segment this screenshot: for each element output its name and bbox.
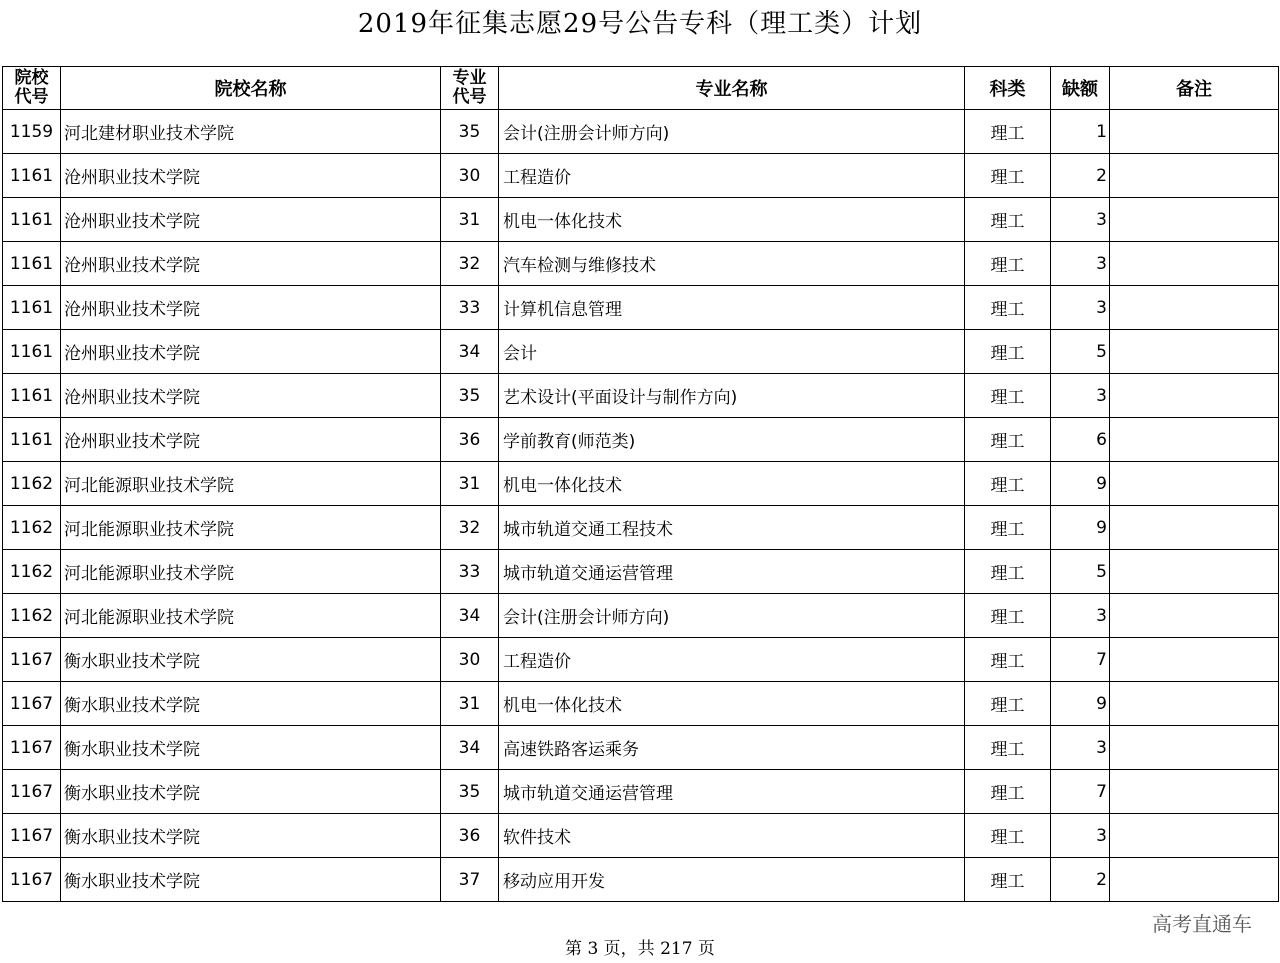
cell-major-code: 32 xyxy=(441,506,499,550)
table-row xyxy=(3,770,1279,814)
cell-remarks xyxy=(1110,110,1279,154)
cell-major-name: 移动应用开发 xyxy=(499,858,965,902)
cell-quota: 6 xyxy=(1051,418,1110,462)
cell-major-name: 会计(注册会计师方向) xyxy=(499,594,965,638)
header-major-code xyxy=(441,67,499,110)
cell-major-code: 34 xyxy=(441,330,499,374)
cell-school-name: 衡水职业技术学院 xyxy=(61,814,441,858)
cell-school-name: 河北能源职业技术学院 xyxy=(61,506,441,550)
cell-quota: 5 xyxy=(1051,330,1110,374)
cell-major-code: 30 xyxy=(441,638,499,682)
cell-school-code: 1162 xyxy=(3,506,61,550)
cell-major-name: 学前教育(师范类) xyxy=(499,418,965,462)
cell-school-name: 衡水职业技术学院 xyxy=(61,638,441,682)
cell-quota: 3 xyxy=(1051,242,1110,286)
cell-quota: 3 xyxy=(1051,198,1110,242)
table-row xyxy=(3,858,1279,902)
table-row xyxy=(3,198,1279,242)
cell-major-code: 36 xyxy=(441,814,499,858)
cell-category: 理工 xyxy=(965,770,1051,814)
cell-major-name: 汽车检测与维修技术 xyxy=(499,242,965,286)
cell-school-code: 1167 xyxy=(3,726,61,770)
cell-school-code: 1167 xyxy=(3,682,61,726)
header-category: 科类 xyxy=(965,67,1051,110)
cell-major-code: 34 xyxy=(441,726,499,770)
cell-school-name: 衡水职业技术学院 xyxy=(61,682,441,726)
cell-major-code: 35 xyxy=(441,374,499,418)
cell-category: 理工 xyxy=(965,726,1051,770)
cell-category: 理工 xyxy=(965,858,1051,902)
cell-major-code: 35 xyxy=(441,770,499,814)
cell-major-name: 会计 xyxy=(499,330,965,374)
cell-remarks xyxy=(1110,726,1279,770)
cell-remarks xyxy=(1110,770,1279,814)
cell-quota: 7 xyxy=(1051,638,1110,682)
cell-remarks xyxy=(1110,638,1279,682)
cell-quota: 2 xyxy=(1051,154,1110,198)
cell-category: 理工 xyxy=(965,550,1051,594)
cell-major-code: 31 xyxy=(441,462,499,506)
cell-school-code: 1161 xyxy=(3,286,61,330)
table-row xyxy=(3,418,1279,462)
cell-school-code: 1162 xyxy=(3,550,61,594)
header-major-code-line1: 专业 xyxy=(452,68,487,88)
cell-quota: 9 xyxy=(1051,506,1110,550)
cell-school-name: 沧州职业技术学院 xyxy=(61,374,441,418)
cell-major-name: 艺术设计(平面设计与制作方向) xyxy=(499,374,965,418)
cell-quota: 5 xyxy=(1051,550,1110,594)
cell-category: 理工 xyxy=(965,682,1051,726)
plan-table xyxy=(2,66,1279,902)
cell-major-name: 城市轨道交通运营管理 xyxy=(499,550,965,594)
cell-major-name: 机电一体化技术 xyxy=(499,682,965,726)
cell-school-code: 1161 xyxy=(3,198,61,242)
cell-school-name: 沧州职业技术学院 xyxy=(61,154,441,198)
cell-major-name: 机电一体化技术 xyxy=(499,198,965,242)
cell-quota: 9 xyxy=(1051,462,1110,506)
header-major-name: 专业名称 xyxy=(499,67,965,110)
table-header-row xyxy=(3,67,1279,110)
cell-major-code: 32 xyxy=(441,242,499,286)
cell-remarks xyxy=(1110,594,1279,638)
cell-quota: 3 xyxy=(1051,814,1110,858)
cell-major-code: 33 xyxy=(441,286,499,330)
cell-school-code: 1161 xyxy=(3,154,61,198)
cell-category: 理工 xyxy=(965,638,1051,682)
cell-quota: 9 xyxy=(1051,682,1110,726)
header-remarks: 备注 xyxy=(1110,67,1279,110)
cell-school-name: 衡水职业技术学院 xyxy=(61,858,441,902)
cell-remarks xyxy=(1110,242,1279,286)
table-row xyxy=(3,286,1279,330)
cell-school-code: 1161 xyxy=(3,374,61,418)
cell-school-code: 1159 xyxy=(3,110,61,154)
table-row xyxy=(3,550,1279,594)
cell-remarks xyxy=(1110,858,1279,902)
cell-school-name: 衡水职业技术学院 xyxy=(61,770,441,814)
cell-remarks xyxy=(1110,198,1279,242)
cell-school-code: 1162 xyxy=(3,594,61,638)
cell-school-code: 1167 xyxy=(3,858,61,902)
cell-category: 理工 xyxy=(965,110,1051,154)
table-row xyxy=(3,462,1279,506)
table-row xyxy=(3,726,1279,770)
cell-school-name: 沧州职业技术学院 xyxy=(61,286,441,330)
header-school-code xyxy=(3,67,61,110)
table-body xyxy=(3,110,1279,902)
cell-category: 理工 xyxy=(965,330,1051,374)
cell-major-code: 31 xyxy=(441,682,499,726)
cell-remarks xyxy=(1110,418,1279,462)
cell-major-name: 工程造价 xyxy=(499,154,965,198)
table-row xyxy=(3,594,1279,638)
cell-school-name: 河北能源职业技术学院 xyxy=(61,550,441,594)
cell-remarks xyxy=(1110,682,1279,726)
cell-remarks xyxy=(1110,550,1279,594)
cell-remarks xyxy=(1110,374,1279,418)
cell-remarks xyxy=(1110,814,1279,858)
table-row xyxy=(3,814,1279,858)
cell-major-code: 37 xyxy=(441,858,499,902)
table-row xyxy=(3,638,1279,682)
cell-category: 理工 xyxy=(965,242,1051,286)
cell-quota: 1 xyxy=(1051,110,1110,154)
cell-quota: 3 xyxy=(1051,374,1110,418)
cell-category: 理工 xyxy=(965,506,1051,550)
cell-school-code: 1167 xyxy=(3,814,61,858)
cell-major-name: 计算机信息管理 xyxy=(499,286,965,330)
table-row xyxy=(3,154,1279,198)
table-row xyxy=(3,110,1279,154)
cell-category: 理工 xyxy=(965,594,1051,638)
cell-school-name: 沧州职业技术学院 xyxy=(61,198,441,242)
cell-major-code: 30 xyxy=(441,154,499,198)
cell-category: 理工 xyxy=(965,198,1051,242)
table-row xyxy=(3,330,1279,374)
table-row xyxy=(3,682,1279,726)
cell-major-name: 城市轨道交通工程技术 xyxy=(499,506,965,550)
cell-major-code: 36 xyxy=(441,418,499,462)
cell-category: 理工 xyxy=(965,154,1051,198)
table-row xyxy=(3,374,1279,418)
cell-remarks xyxy=(1110,286,1279,330)
cell-major-code: 33 xyxy=(441,550,499,594)
cell-school-code: 1167 xyxy=(3,638,61,682)
cell-major-name: 会计(注册会计师方向) xyxy=(499,110,965,154)
cell-major-name: 高速铁路客运乘务 xyxy=(499,726,965,770)
header-quota: 缺额 xyxy=(1051,67,1110,110)
cell-quota: 3 xyxy=(1051,594,1110,638)
cell-major-code: 34 xyxy=(441,594,499,638)
cell-remarks xyxy=(1110,462,1279,506)
cell-school-name: 沧州职业技术学院 xyxy=(61,242,441,286)
cell-remarks xyxy=(1110,154,1279,198)
cell-quota: 2 xyxy=(1051,858,1110,902)
cell-category: 理工 xyxy=(965,374,1051,418)
table-row xyxy=(3,242,1279,286)
page-footer: 第 3 页，共 217 页 xyxy=(565,939,715,959)
header-school-name: 院校名称 xyxy=(61,67,441,110)
header-major-code-line2: 代号 xyxy=(452,87,487,107)
header-school-code-line1: 院校 xyxy=(14,68,49,88)
cell-school-name: 沧州职业技术学院 xyxy=(61,330,441,374)
cell-school-name: 河北建材职业技术学院 xyxy=(61,110,441,154)
cell-school-name: 衡水职业技术学院 xyxy=(61,726,441,770)
cell-school-code: 1167 xyxy=(3,770,61,814)
cell-school-code: 1161 xyxy=(3,330,61,374)
cell-school-name: 河北能源职业技术学院 xyxy=(61,594,441,638)
cell-major-name: 软件技术 xyxy=(499,814,965,858)
cell-category: 理工 xyxy=(965,418,1051,462)
cell-category: 理工 xyxy=(965,462,1051,506)
cell-school-name: 沧州职业技术学院 xyxy=(61,418,441,462)
cell-major-name: 城市轨道交通运营管理 xyxy=(499,770,965,814)
cell-school-code: 1162 xyxy=(3,462,61,506)
cell-school-name: 河北能源职业技术学院 xyxy=(61,462,441,506)
cell-quota: 3 xyxy=(1051,286,1110,330)
table-row xyxy=(3,506,1279,550)
watermark-text: 高考直通车 xyxy=(1152,912,1252,936)
cell-major-name: 机电一体化技术 xyxy=(499,462,965,506)
cell-category: 理工 xyxy=(965,814,1051,858)
cell-major-code: 31 xyxy=(441,198,499,242)
cell-school-code: 1161 xyxy=(3,242,61,286)
cell-major-name: 工程造价 xyxy=(499,638,965,682)
cell-major-code: 35 xyxy=(441,110,499,154)
cell-school-code: 1161 xyxy=(3,418,61,462)
header-school-code-line2: 代号 xyxy=(14,87,49,107)
page-title: 2019年征集志愿29号公告专科（理工类）计划 xyxy=(357,9,923,39)
cell-quota: 7 xyxy=(1051,770,1110,814)
cell-remarks xyxy=(1110,330,1279,374)
cell-quota: 3 xyxy=(1051,726,1110,770)
cell-category: 理工 xyxy=(965,286,1051,330)
cell-remarks xyxy=(1110,506,1279,550)
